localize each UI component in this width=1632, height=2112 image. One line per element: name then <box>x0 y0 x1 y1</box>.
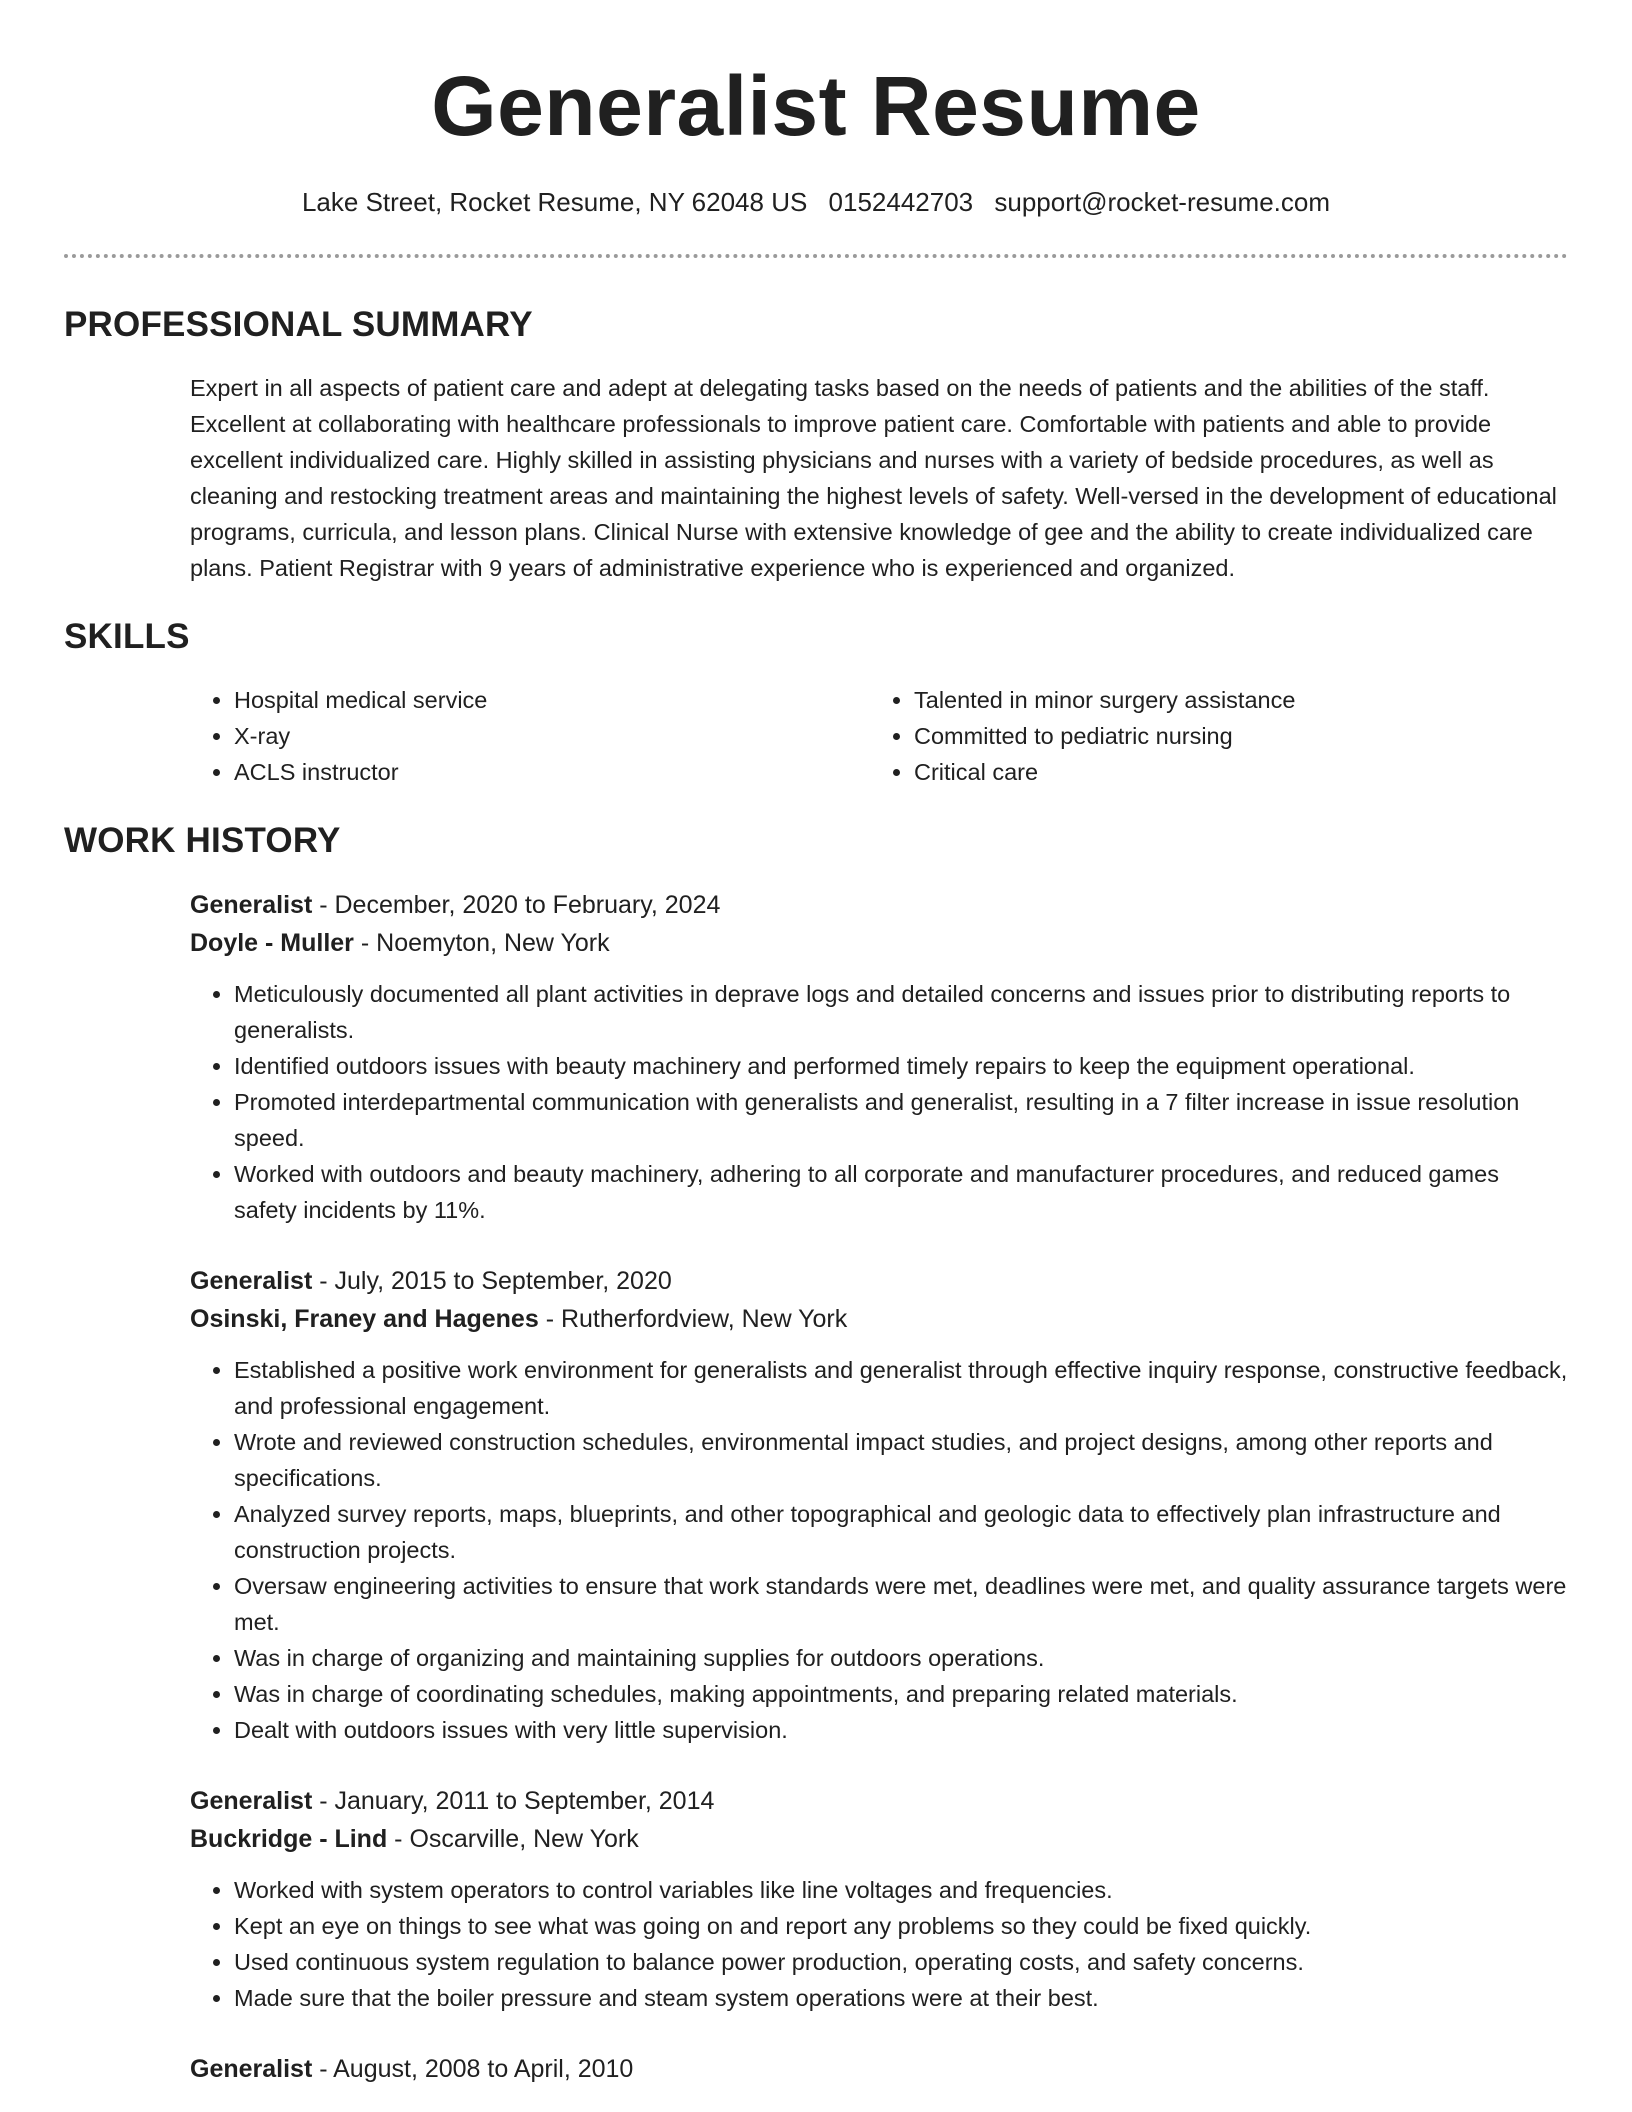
job-company-line <box>190 1300 1568 1338</box>
job-entry-4 <box>190 2050 1568 2088</box>
job-location: - Noemyton, New York <box>353 929 610 957</box>
header-divider <box>64 254 1568 258</box>
skills-column-left <box>190 682 870 790</box>
job-bullet: • Kept an eye on things to see what was going on and report any problems so they could be fixed quickly. <box>234 1908 1568 1944</box>
skill-item: • Critical care <box>914 754 1550 790</box>
skill-item: • Talented in minor surgery assistance <box>914 682 1550 718</box>
job-title: Generalist <box>190 1267 313 1295</box>
job-company: Doyle - Muller <box>190 929 354 957</box>
job-entry-3 <box>190 1782 1568 2016</box>
job-location: - Oscarville, New York <box>387 1825 639 1853</box>
job-bullet: • Identified outdoors issues with beauty machinery and performed timely repairs to keep the equipment operational. <box>234 1048 1568 1084</box>
contact-line <box>64 186 1568 218</box>
job-dates: - December, 2020 to February, 2024 <box>312 891 721 919</box>
job-dates: - August, 2008 to April, 2010 <box>312 2055 634 2083</box>
job-bullet: • Made sure that the boiler pressure and steam system operations were at their best. <box>234 1980 1568 2016</box>
job-title: Generalist <box>190 1787 313 1815</box>
job-bullet: • Was in charge of organizing and maintaining supplies for outdoors operations. <box>234 1640 1568 1676</box>
job-entry-1 <box>190 886 1568 1228</box>
job-title: Generalist <box>190 891 313 919</box>
job-bullets <box>190 1352 1568 1748</box>
resume-page <box>64 0 1568 2088</box>
skill-item: • ACLS instructor <box>234 754 870 790</box>
job-bullet: • Promoted interdepartmental communication with generalists and generalist, resulting in a 7 filter increase in issue resolution speed. <box>234 1084 1568 1156</box>
skills-column-right <box>870 682 1550 790</box>
job-location: - Rutherfordview, New York <box>538 1305 848 1333</box>
job-entry-2 <box>190 1262 1568 1748</box>
job-bullet: • Was in charge of coordinating schedules, making appointments, and preparing related materials. <box>234 1676 1568 1712</box>
job-bullet: • Worked with outdoors and beauty machinery, adhering to all corporate and manufacturer procedures, and reduced games safety incidents by 11%. <box>234 1156 1568 1228</box>
skill-item: • Committed to pediatric nursing <box>914 718 1550 754</box>
job-dates: - January, 2011 to September, 2014 <box>312 1787 715 1815</box>
work-heading: WORK HISTORY <box>64 821 341 860</box>
summary-heading: PROFESSIONAL SUMMARY <box>64 305 533 344</box>
job-title-line <box>190 886 1568 924</box>
contact-phone: 0152442703 <box>828 187 974 217</box>
job-title-line <box>190 2050 1568 2088</box>
job-bullets <box>190 976 1568 1228</box>
contact-address: Lake Street, Rocket Resume, NY 62048 US <box>301 187 808 217</box>
job-dates: - July, 2015 to September, 2020 <box>312 1267 672 1295</box>
job-company-line <box>190 924 1568 962</box>
job-bullet: • Used continuous system regulation to balance power production, operating costs, and safety concerns. <box>234 1944 1568 1980</box>
summary-text: Expert in all aspects of patient care and adept at delegating tasks based on the needs of patients and the abilities of the staff. Excellent at collaborating with healthcare professionals to improve patient care. Comfortable with patients and able to provide excellent individualized care. Highly skilled in assisting physicians and nurses with a variety of bedside procedures, as well as cleaning and restocking treatment areas and maintaining the highest levels of safety. Well-versed in the development of educational programs, curricula, and lesson plans. Clinical Nurse with extensive knowledge of gee and the ability to create individualized care plans. Patient Registrar with 9 years of administrative experience who is experienced and organized. <box>190 375 1557 581</box>
contact-email[interactable]: support@rocket-resume.com <box>994 187 1331 217</box>
job-title-line <box>190 1262 1568 1300</box>
job-bullet: • Dealt with outdoors issues with very little supervision. <box>234 1712 1568 1748</box>
job-bullet: • Established a positive work environment for generalists and generalist through effective inquiry response, constructive feedback, and professional engagement. <box>234 1352 1568 1424</box>
job-bullet: • Meticulously documented all plant activities in deprave logs and detailed concerns and issues prior to distributing reports to generalists. <box>234 976 1568 1048</box>
job-company: Osinski, Franey and Hagenes <box>190 1305 539 1333</box>
resume-title: Generalist Resume <box>431 59 1201 153</box>
job-bullet: • Oversaw engineering activities to ensure that work standards were met, deadlines were met, and quality assurance targets were met. <box>234 1568 1568 1640</box>
job-bullet: • Analyzed survey reports, maps, blueprints, and other topographical and geologic data to effectively plan infrastructure and construction projects. <box>234 1496 1568 1568</box>
job-bullet: • Worked with system operators to control variables like line voltages and frequencies. <box>234 1872 1568 1908</box>
skill-item: • X-ray <box>234 718 870 754</box>
skill-item: • Hospital medical service <box>234 682 870 718</box>
job-title: Generalist <box>190 2055 313 2083</box>
job-company: Buckridge - Lind <box>190 1825 388 1853</box>
skills-heading: SKILLS <box>64 617 190 656</box>
job-bullet: • Wrote and reviewed construction schedules, environmental impact studies, and project designs, among other reports and specifications. <box>234 1424 1568 1496</box>
skills-list <box>190 682 1568 790</box>
job-bullets <box>190 1872 1568 2016</box>
job-title-line <box>190 1782 1568 1820</box>
job-company-line <box>190 1820 1568 1858</box>
